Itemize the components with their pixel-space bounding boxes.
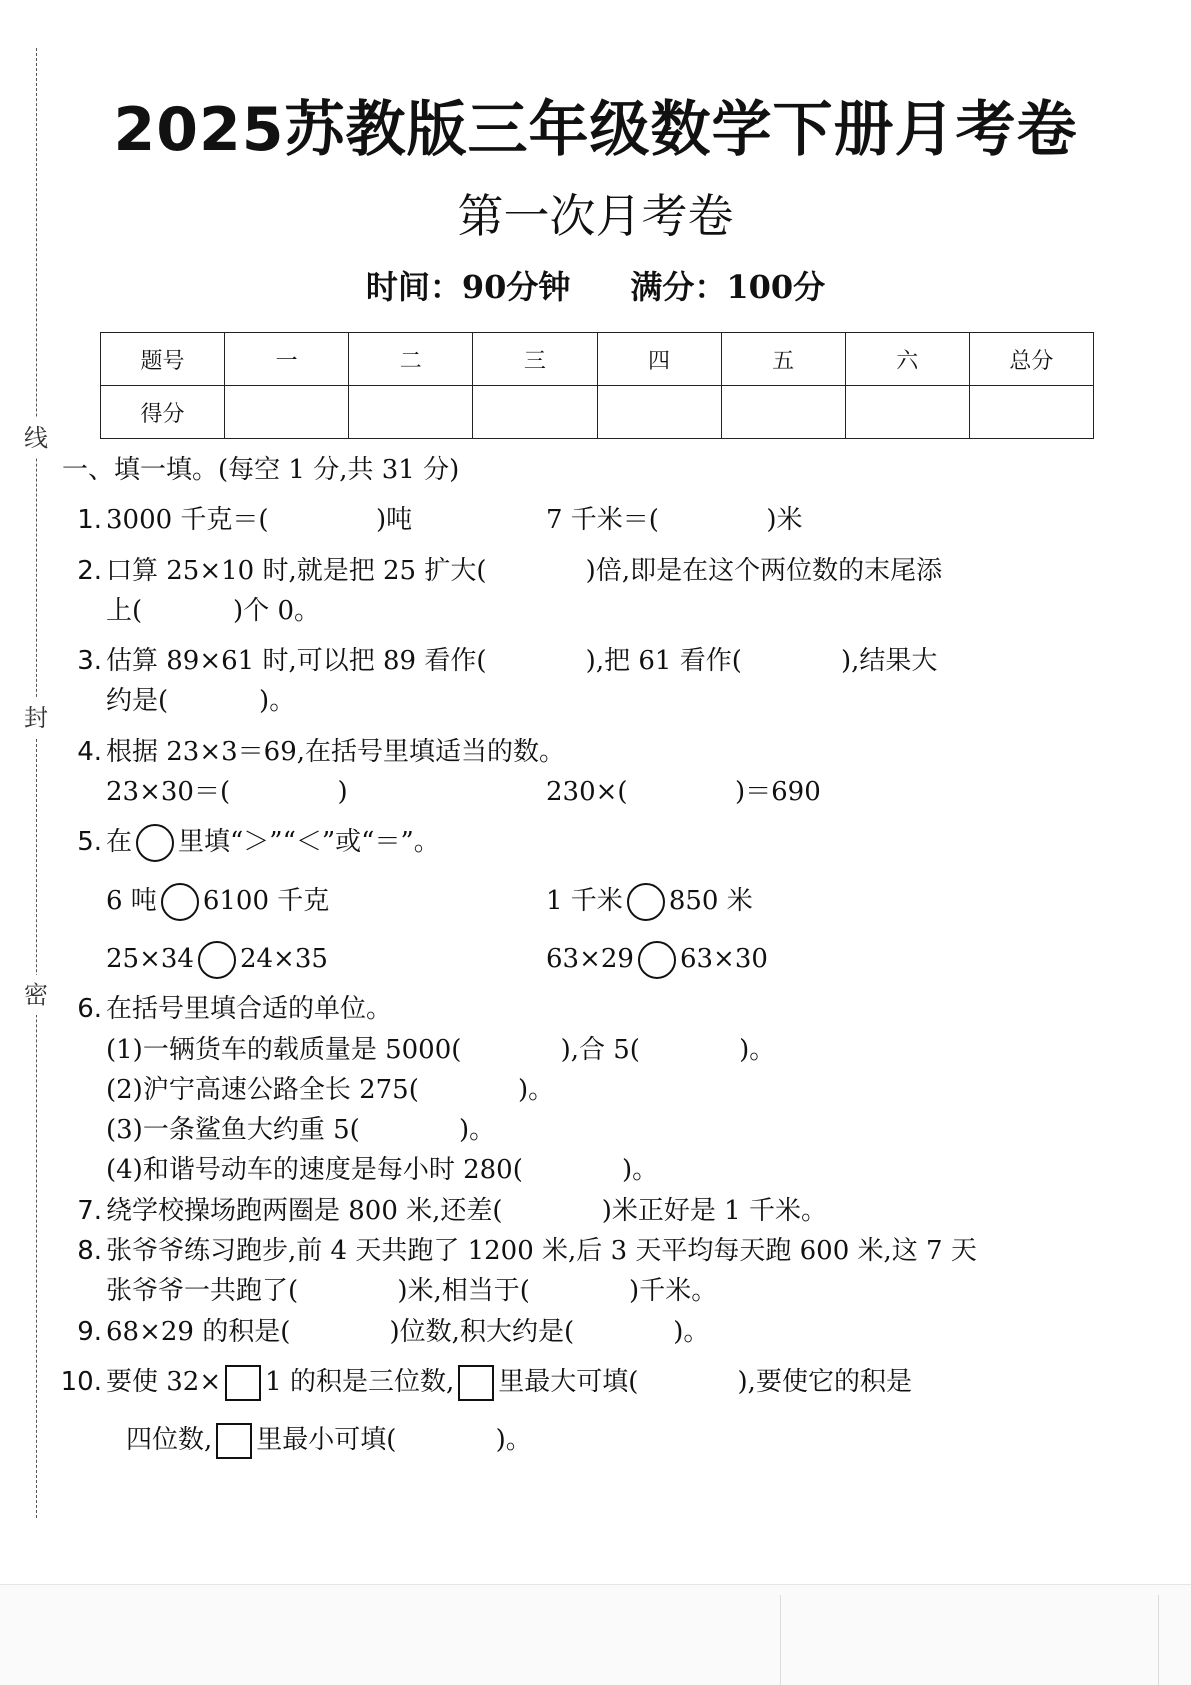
answer-circle[interactable] bbox=[161, 883, 199, 921]
section-heading: 一、填一填。(每空 1 分,共 31 分) bbox=[62, 455, 460, 485]
question-10 bbox=[62, 1362, 1142, 1461]
question-number: 7. bbox=[77, 1195, 102, 1226]
answer-box[interactable] bbox=[225, 1365, 261, 1401]
question-3 bbox=[62, 641, 1142, 722]
compare-right: 850 米 bbox=[668, 885, 753, 916]
compare-right: 6100 千克 bbox=[202, 885, 330, 916]
question-7 bbox=[62, 1191, 1142, 1231]
question-text: 约是( )。 bbox=[106, 686, 296, 717]
binding-xian: 线 bbox=[16, 418, 56, 458]
score-cell: 一 bbox=[225, 333, 349, 386]
exam-info bbox=[0, 262, 1191, 308]
score-cell: 五 bbox=[721, 333, 845, 386]
compare-right: 63×30 bbox=[679, 943, 768, 974]
question-number: 1. bbox=[77, 505, 102, 536]
question-text: 上( )个 0。 bbox=[106, 595, 321, 626]
question-text: 口算 25×10 时,就是把 25 扩大( )倍,即是在这个两位数的末尾添 bbox=[106, 555, 943, 586]
exam-time: 时间：90分钟 bbox=[365, 268, 571, 306]
question-number: 6. bbox=[77, 994, 102, 1025]
exam-full-score: 满分：100分 bbox=[630, 268, 826, 306]
question-text: 张爷爷一共跑了( )米,相当于( )千米。 bbox=[106, 1276, 718, 1307]
question-1 bbox=[62, 500, 1142, 540]
score-cell: 二 bbox=[349, 333, 473, 386]
question-6 bbox=[62, 989, 1142, 1190]
divider bbox=[780, 1595, 781, 1685]
score-entry-cell[interactable] bbox=[349, 386, 473, 439]
page-title: 2025苏教版三年级数学下册月考卷 bbox=[113, 95, 1078, 165]
score-entry-cell[interactable] bbox=[969, 386, 1093, 439]
section-fill-in bbox=[62, 450, 1142, 1461]
question-number: 8. bbox=[77, 1236, 102, 1267]
compare-right: 24×35 bbox=[239, 943, 328, 974]
compare-circle bbox=[136, 824, 174, 862]
question-8 bbox=[62, 1231, 1142, 1312]
answer-circle[interactable] bbox=[198, 941, 236, 979]
question-number: 5. bbox=[77, 827, 102, 858]
sub-question: (1)一辆货车的载质量是 5000( ),合 5( )。 bbox=[106, 1034, 776, 1065]
sub-question: (3)一条鲨鱼大约重 5( )。 bbox=[106, 1115, 496, 1146]
question-9 bbox=[62, 1312, 1142, 1352]
question-1a: 3000 千克＝( )吨 bbox=[106, 505, 413, 536]
score-entry-cell[interactable] bbox=[597, 386, 721, 439]
page-subtitle: 第一次月考卷 bbox=[457, 189, 734, 243]
question-number: 10. bbox=[60, 1366, 102, 1397]
compare-left: 63×29 bbox=[546, 943, 634, 974]
question-2 bbox=[62, 551, 1142, 632]
score-entry-cell[interactable] bbox=[721, 386, 845, 439]
question-text: 估算 89×61 时,可以把 89 看作( ),把 61 看作( ),结果大 bbox=[106, 646, 938, 677]
compare-left: 25×34 bbox=[106, 943, 194, 974]
question-text: 绕学校操场跑两圈是 800 米,还差( )米正好是 1 千米。 bbox=[106, 1195, 827, 1226]
compare-left: 1 千米 bbox=[546, 885, 623, 916]
divider bbox=[1158, 1595, 1159, 1685]
question-text: 1 的积是三位数, bbox=[265, 1366, 455, 1397]
question-text: 在 bbox=[106, 827, 133, 858]
score-row-label: 得分 bbox=[101, 386, 225, 439]
score-cell: 四 bbox=[597, 333, 721, 386]
question-text: 四位数, bbox=[126, 1425, 213, 1456]
sub-question: (4)和谐号动车的速度是每小时 280( )。 bbox=[106, 1155, 659, 1186]
question-text: 要使 32× bbox=[106, 1366, 222, 1397]
question-number: 2. bbox=[77, 555, 102, 586]
question-text: 根据 23×3＝69,在括号里填适当的数。 bbox=[106, 736, 566, 767]
binding-feng: 封 bbox=[16, 698, 56, 738]
question-text: 里最小可填( )。 bbox=[256, 1425, 532, 1456]
score-cell: 总分 bbox=[969, 333, 1093, 386]
binding-mi: 密 bbox=[16, 975, 56, 1015]
question-number: 4. bbox=[77, 736, 102, 767]
question-1b: 7 千米＝( )米 bbox=[546, 505, 803, 536]
answer-circle[interactable] bbox=[627, 883, 665, 921]
score-cell: 六 bbox=[845, 333, 969, 386]
score-entry-cell[interactable] bbox=[473, 386, 597, 439]
question-number: 3. bbox=[77, 646, 102, 677]
question-text: 里填“＞”“＜”或“＝”。 bbox=[178, 827, 440, 858]
score-table-header-row bbox=[101, 333, 1094, 386]
next-page-edge bbox=[0, 1584, 1191, 1685]
question-text: 里最大可填( ),要使它的积是 bbox=[498, 1366, 912, 1397]
score-entry-cell[interactable] bbox=[225, 386, 349, 439]
question-4 bbox=[62, 732, 1142, 813]
compare-left: 6 吨 bbox=[106, 885, 157, 916]
score-table-score-row bbox=[101, 386, 1094, 439]
question-text: 在括号里填合适的单位。 bbox=[106, 994, 393, 1025]
answer-circle[interactable] bbox=[638, 941, 676, 979]
question-number: 9. bbox=[77, 1316, 102, 1347]
score-table bbox=[100, 332, 1094, 439]
sub-question: (2)沪宁高速公路全长 275( )。 bbox=[106, 1074, 555, 1105]
score-entry-cell[interactable] bbox=[845, 386, 969, 439]
answer-box[interactable] bbox=[216, 1423, 252, 1459]
score-cell: 题号 bbox=[101, 333, 225, 386]
answer-box[interactable] bbox=[458, 1365, 494, 1401]
question-4a: 23×30＝( ) bbox=[106, 777, 348, 808]
score-cell: 三 bbox=[473, 333, 597, 386]
question-4b: 230×( )＝690 bbox=[546, 777, 821, 808]
question-5 bbox=[62, 822, 1142, 979]
question-text: 张爷爷练习跑步,前 4 天共跑了 1200 米,后 3 天平均每天跑 600 米,这 7 天 bbox=[106, 1236, 977, 1267]
question-text: 68×29 的积是( )位数,积大约是( )。 bbox=[106, 1316, 710, 1347]
